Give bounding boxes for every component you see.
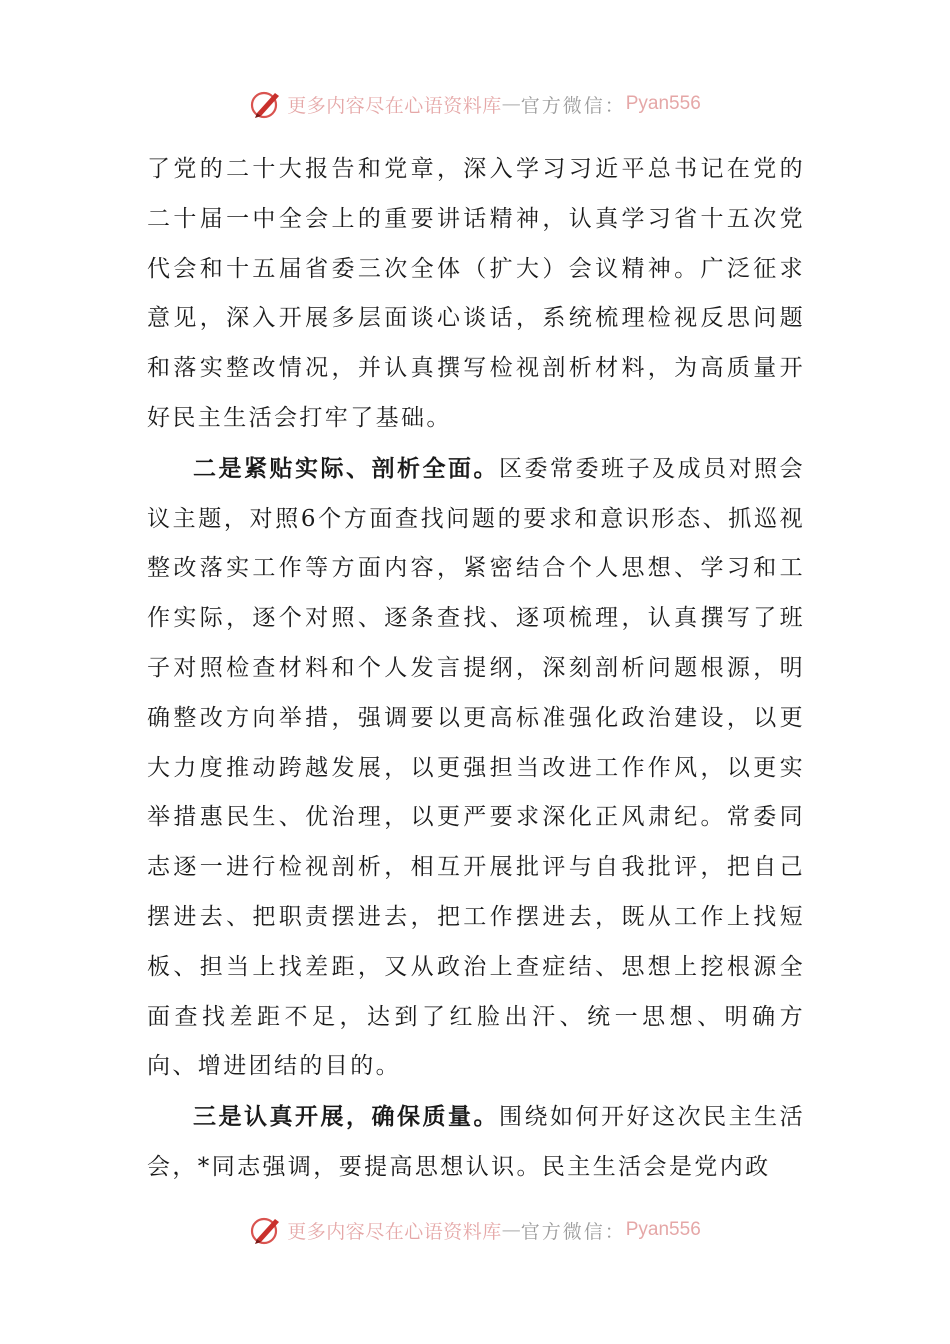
header-slogan: 更多内容尽在心语资料库 bbox=[287, 94, 502, 117]
paragraph-3-lead: 三是认真开展，确保质量。 bbox=[193, 1103, 500, 1131]
footer-wechat-label: 官方微信： bbox=[520, 1220, 626, 1243]
header-banner bbox=[0, 84, 950, 124]
footer-separator: — bbox=[501, 1219, 521, 1241]
paragraph-2 bbox=[147, 444, 805, 1092]
footer-banner bbox=[0, 1210, 950, 1250]
header-wechat-label: 官方微信： bbox=[520, 94, 626, 117]
paragraph-1: 了党的二十大报告和党章，深入学习习近平总书记在党的二十届一中全会上的重要讲话精神，认真学习省十五次党代会和十五届省委三次全体（扩大）会议精神。广泛征求意见，深入开展多层面谈心谈话，系统梳理检视反思问题和落实整改情况，并认真撰写检视剖析材料，为高质量开好民主生活会打牢了基础。 bbox=[147, 156, 805, 431]
document-body bbox=[147, 145, 805, 1193]
footer-wechat-id: Pyan556 bbox=[625, 1219, 701, 1240]
footer-slogan: 更多内容尽在心语资料库 bbox=[287, 1220, 502, 1243]
pen-logo-icon bbox=[249, 87, 283, 121]
header-wechat-id: Pyan556 bbox=[625, 93, 701, 114]
paragraph-3-text: 围绕如何开好这次民主生活会，*同志强调，要提高思想认识。民主生活会是党内政 bbox=[147, 1104, 805, 1180]
paragraph-2-text: 区委常委班子及成员对照会议主题，对照6个方面查找问题的要求和意识形态、抓巡视整改落实工作等方面内容，紧密结合个人思想、学习和工作实际，逐个对照、逐条查找、逐项梳理，认真撰写了班子对照检查材料和个人发言提纲，深刻剖析问题根源，明确整改方向举措，强调要以更高标准强化政治建设，以更大力度推动跨越发展，以更强担当改进工作作风，以更实举措惠民生、优治理，以更严要求深化正风肃纪。常委同志逐一进行检视剖析，相互开展批评与自我批评，把自己摆进去、把职责摆进去，把工作摆进去，既从工作上找短板、担当上找差距，又从政治上查症结、思想上挖根源全面查找差距不足，达到了红脸出汗、统一思想、明确方向、增进团结的目的。 bbox=[147, 455, 805, 1080]
pen-logo-icon bbox=[249, 1213, 283, 1247]
header-separator: — bbox=[501, 93, 521, 115]
paragraph-3 bbox=[147, 1092, 805, 1193]
paragraph-2-lead: 二是紧贴实际、剖析全面。 bbox=[193, 454, 500, 482]
